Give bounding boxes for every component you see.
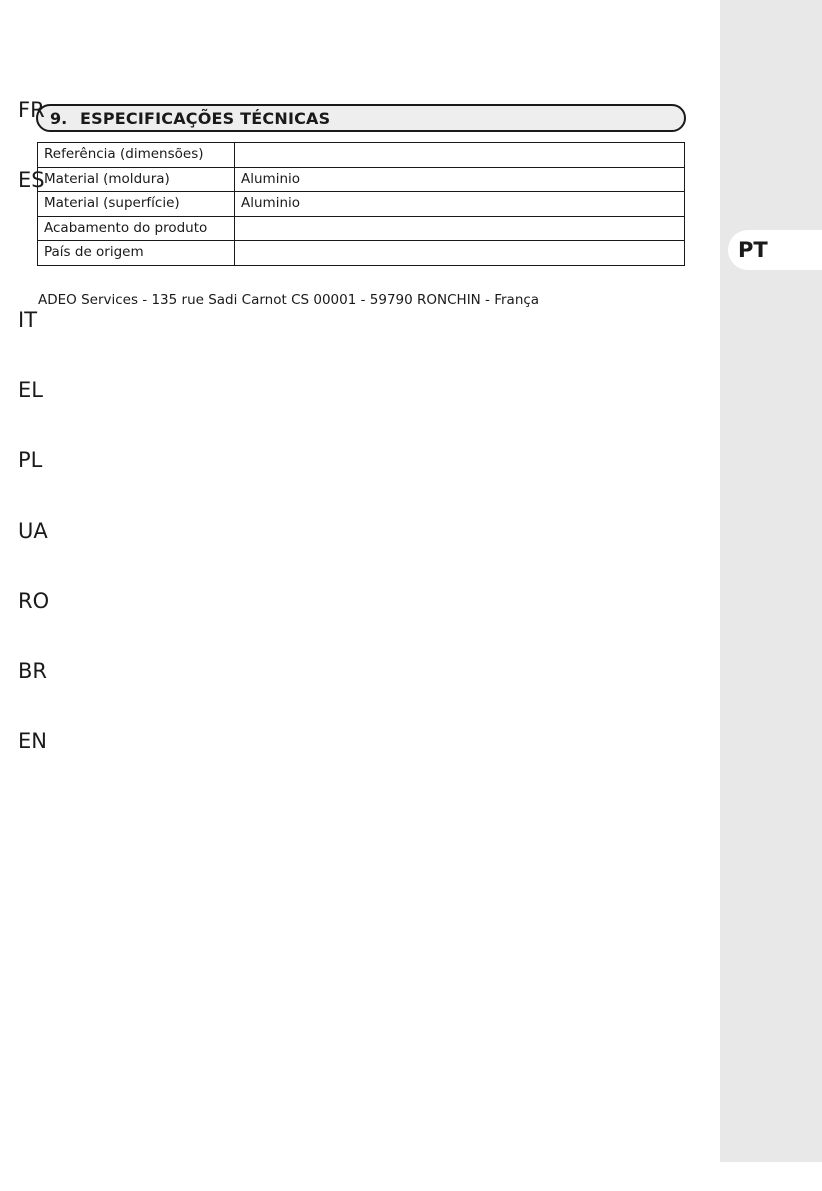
- language-tab-es[interactable]: ES: [18, 168, 45, 192]
- spec-label: Referência (dimensões): [38, 143, 235, 168]
- table-row: [38, 241, 685, 266]
- section-title: ESPECIFICAÇÕES TÉCNICAS: [80, 108, 331, 128]
- language-tab-br[interactable]: BR: [18, 659, 47, 683]
- language-sidebar: [720, 0, 822, 1162]
- language-tab-el[interactable]: EL: [18, 378, 43, 402]
- spec-label: Material (superfície): [38, 192, 235, 217]
- language-tab-ro[interactable]: RO: [18, 589, 50, 613]
- language-tab-it[interactable]: IT: [18, 308, 38, 332]
- spec-value: Aluminio: [235, 192, 685, 217]
- table-row: [38, 216, 685, 241]
- section-number: 9.: [50, 108, 68, 128]
- table-row: [38, 167, 685, 192]
- spec-value: [235, 216, 685, 241]
- spec-value: [235, 143, 685, 168]
- manufacturer-address: ADEO Services - 135 rue Sadi Carnot CS 00001 - 59790 RONCHIN - França: [38, 292, 540, 308]
- spec-label: País de origem: [38, 241, 235, 266]
- spec-value: Aluminio: [235, 167, 685, 192]
- section-header: [36, 104, 686, 132]
- spec-value: [235, 241, 685, 266]
- table-row: [38, 192, 685, 217]
- language-tab-fr[interactable]: FR: [18, 98, 45, 122]
- spec-label: Acabamento do produto: [38, 216, 235, 241]
- language-tab-pt[interactable]: PT: [728, 230, 822, 270]
- language-tab-pl[interactable]: PL: [18, 448, 43, 472]
- language-tab-ua[interactable]: UA: [18, 519, 48, 543]
- spec-label: Material (moldura): [38, 167, 235, 192]
- table-row: [38, 143, 685, 168]
- specifications-table: [37, 142, 685, 266]
- language-tab-en[interactable]: EN: [18, 729, 47, 753]
